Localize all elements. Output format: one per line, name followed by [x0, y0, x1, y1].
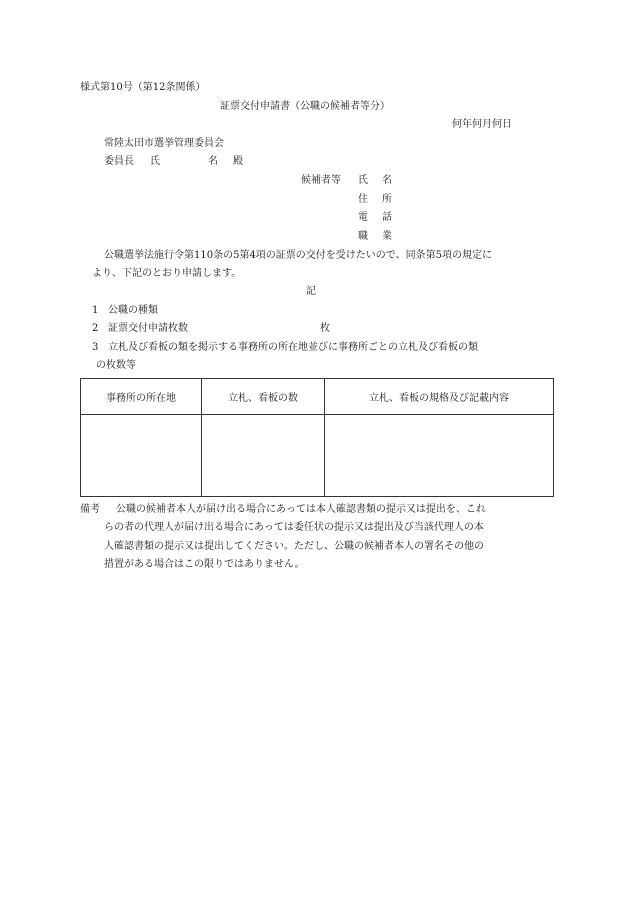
recipient-organization: 常陸太田市選挙管理委員会	[104, 138, 224, 149]
honorific: 殿	[233, 156, 243, 167]
table-cell-location[interactable]	[81, 415, 202, 497]
name-mei: 名	[208, 156, 218, 167]
table-header-location: 事務所の所在地	[81, 379, 202, 415]
table-header-count: 立札、看板の数	[202, 379, 325, 415]
applicant-field-occupation: 職 業	[358, 231, 392, 242]
form-number: 様式第10号（第12条関係）	[80, 82, 206, 93]
document-title: 証票交付申請書（公職の候補者等分）	[220, 101, 390, 112]
applicant-field-name: 氏 名	[358, 175, 392, 186]
remarks-line-3: 人確認書類の提示又は提出してください。ただし、公職の候補者本人の署名その他の	[104, 541, 484, 552]
item-1: 1 公職の種類	[92, 305, 158, 316]
table-cell-count[interactable]	[202, 415, 325, 497]
table-header-spec: 立札、看板の規格及び記載内容	[325, 379, 554, 415]
chairperson-label: 委員長	[104, 156, 134, 167]
remarks-line-4: 措置がある場合はこの限りではありません。	[104, 559, 305, 570]
applicant-heading: 候補者等	[301, 175, 341, 186]
applicant-field-address: 住 所	[358, 194, 392, 205]
recipient-line	[104, 156, 243, 168]
table-cell-spec[interactable]	[325, 415, 554, 497]
applicant-field-phone: 電 話	[358, 212, 392, 223]
office-table	[80, 378, 554, 497]
date: 何年何月何日	[452, 119, 512, 130]
table-header-row	[81, 379, 554, 415]
body-line-2: より、下記のとおり申請します。	[92, 268, 242, 279]
item-3-continuation: の枚数等	[96, 360, 136, 371]
name-shi: 氏	[150, 156, 160, 167]
table-row	[81, 415, 554, 497]
remarks-label: 備考	[80, 504, 100, 515]
remarks-line-1: 公職の候補者本人が届け出る場合にあっては本人確認書類の提示又は提出を、これ	[116, 504, 486, 515]
item-3: 3 立札及び看板の類を掲示する事務所の所在地並びに事務所ごとの立札及び看板の類	[92, 342, 478, 353]
remarks-line-2: らの者の代理人が届け出る場合にあっては委任状の提示又は提出及び当該代理人の本	[104, 522, 484, 533]
body-line-1: 公職選挙法施行令第110条の5第4項の証票の交付を受けたいので、同条第5項の規定に	[104, 250, 492, 261]
ki-marker: 記	[306, 286, 316, 297]
item-2: 2 証票交付申請枚数 枚	[92, 323, 330, 334]
